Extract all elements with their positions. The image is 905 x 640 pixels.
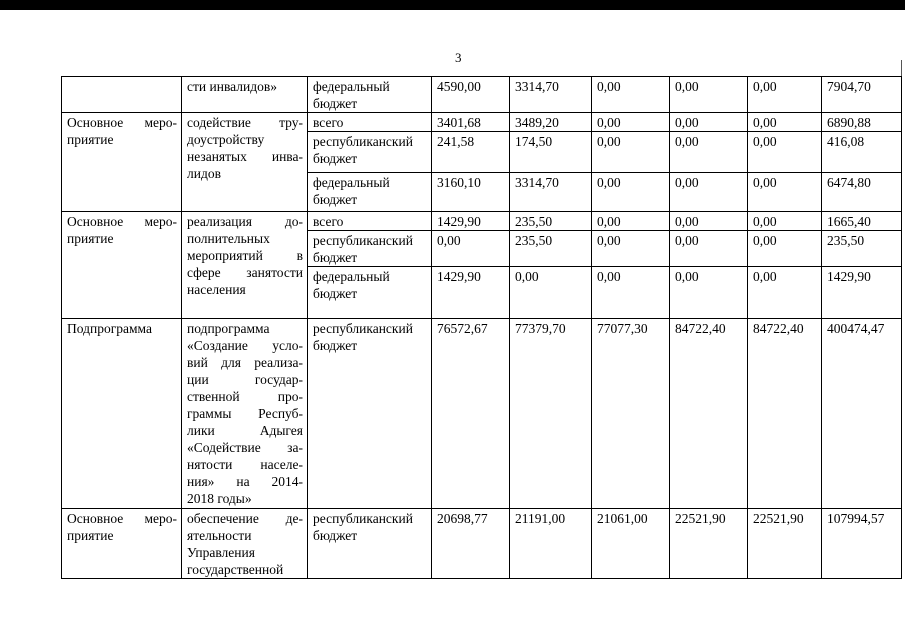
source-cell: федеральный бюджет xyxy=(308,77,432,113)
value-cell: 235,50 xyxy=(510,212,592,231)
value-cell: 0,00 xyxy=(670,231,748,267)
total-cell: 416,08 xyxy=(822,132,902,173)
value-cell: 84722,40 xyxy=(748,319,822,509)
value-cell: 0,00 xyxy=(670,173,748,212)
value-cell: 1429,90 xyxy=(432,212,510,231)
value-cell: 3401,68 xyxy=(432,113,510,132)
value-cell: 20698,77 xyxy=(432,509,510,579)
table-row xyxy=(62,319,902,509)
table-row xyxy=(62,212,902,231)
value-cell: 3314,70 xyxy=(510,77,592,113)
total-cell: 7904,70 xyxy=(822,77,902,113)
total-cell: 1429,90 xyxy=(822,267,902,319)
value-cell: 3314,70 xyxy=(510,173,592,212)
value-cell: 0,00 xyxy=(670,267,748,319)
value-cell: 0,00 xyxy=(432,231,510,267)
table-row xyxy=(62,113,902,132)
value-cell: 22521,90 xyxy=(670,509,748,579)
value-cell: 1429,90 xyxy=(432,267,510,319)
source-cell: всего xyxy=(308,113,432,132)
value-cell: 22521,90 xyxy=(748,509,822,579)
value-cell: 77379,70 xyxy=(510,319,592,509)
name-cell: содействие тру- доустройству незанятых инва- лидов xyxy=(182,113,308,212)
value-cell: 21191,00 xyxy=(510,509,592,579)
value-cell: 0,00 xyxy=(510,267,592,319)
value-cell: 174,50 xyxy=(510,132,592,173)
value-cell: 0,00 xyxy=(592,132,670,173)
value-cell: 241,58 xyxy=(432,132,510,173)
budget-table xyxy=(61,76,902,579)
value-cell: 21061,00 xyxy=(592,509,670,579)
source-cell: федеральный бюджет xyxy=(308,173,432,212)
value-cell: 0,00 xyxy=(592,231,670,267)
value-cell: 84722,40 xyxy=(670,319,748,509)
value-cell: 0,00 xyxy=(592,212,670,231)
total-cell: 6890,88 xyxy=(822,113,902,132)
value-cell: 0,00 xyxy=(748,113,822,132)
table-row xyxy=(62,77,902,113)
value-cell: 0,00 xyxy=(592,267,670,319)
page-number: 3 xyxy=(455,50,462,65)
value-cell: 4590,00 xyxy=(432,77,510,113)
value-cell: 0,00 xyxy=(592,173,670,212)
name-cell: подпрограмма «Создание усло- вий для реализа- ции госудаp- ственной про- граммы Респуб- лики Адыгея «Содействие за- нятости населе- ния» на 2014- 2018 годы» xyxy=(182,319,308,509)
scan-top-border xyxy=(0,0,905,10)
source-cell: всего xyxy=(308,212,432,231)
value-cell: 77077,30 xyxy=(592,319,670,509)
value-cell: 0,00 xyxy=(670,132,748,173)
source-cell: республиканский бюджет xyxy=(308,132,432,173)
name-cell: сти инвалидов» xyxy=(182,77,308,113)
source-cell: республиканский бюджет xyxy=(308,509,432,579)
name-cell: реализация до- полнительных мероприятий в сфере занятости населения xyxy=(182,212,308,319)
total-cell: 235,50 xyxy=(822,231,902,267)
value-cell: 235,50 xyxy=(510,231,592,267)
source-cell: республиканский бюджет xyxy=(308,319,432,509)
value-cell: 0,00 xyxy=(670,113,748,132)
total-cell: 6474,80 xyxy=(822,173,902,212)
value-cell: 3489,20 xyxy=(510,113,592,132)
type-cell: Основное меро- приятие xyxy=(62,509,182,579)
total-cell: 107994,57 xyxy=(822,509,902,579)
type-cell: Основное меро- приятие xyxy=(62,212,182,319)
type-cell: Основное меро- приятие xyxy=(62,113,182,212)
value-cell: 0,00 xyxy=(670,77,748,113)
source-cell: федеральный бюджет xyxy=(308,267,432,319)
value-cell: 0,00 xyxy=(592,113,670,132)
name-cell: обеспечение де- ятельности Управления государственной xyxy=(182,509,308,579)
value-cell: 0,00 xyxy=(592,77,670,113)
table-row xyxy=(62,509,902,579)
value-cell: 76572,67 xyxy=(432,319,510,509)
value-cell: 3160,10 xyxy=(432,173,510,212)
value-cell: 0,00 xyxy=(748,212,822,231)
value-cell: 0,00 xyxy=(748,231,822,267)
source-cell: республиканский бюджет xyxy=(308,231,432,267)
total-cell: 400474,47 xyxy=(822,319,902,509)
value-cell: 0,00 xyxy=(748,132,822,173)
value-cell: 0,00 xyxy=(748,77,822,113)
total-cell: 1665,40 xyxy=(822,212,902,231)
type-cell xyxy=(62,77,182,113)
type-cell: Подпрограмма xyxy=(62,319,182,509)
value-cell: 0,00 xyxy=(748,173,822,212)
value-cell: 0,00 xyxy=(748,267,822,319)
value-cell: 0,00 xyxy=(670,212,748,231)
